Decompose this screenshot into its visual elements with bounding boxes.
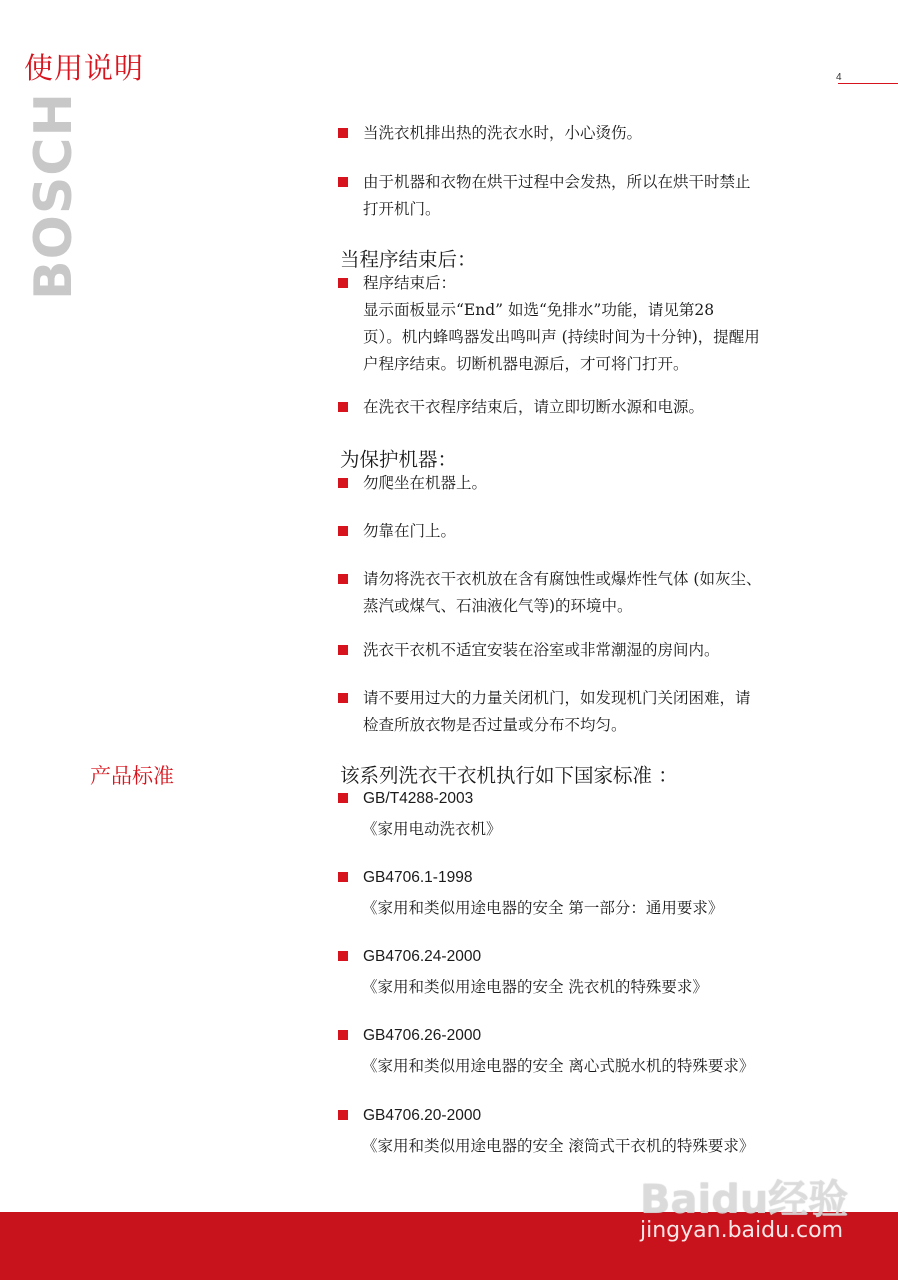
section-label-product-standard: 产品标准 (90, 764, 174, 788)
header-rule (838, 83, 898, 84)
bullet-square-icon (338, 1030, 348, 1040)
list-item: 由于机器和衣物在烘干过程中会发热，所以在烘干时禁止 打开机门。 (338, 169, 838, 223)
section-heading-after-program: 当程序结束后： (340, 248, 477, 271)
bullet-square-icon (338, 951, 348, 961)
bullet-square-icon (338, 872, 348, 882)
bullet-square-icon (338, 402, 348, 412)
section-heading-standards: 该系列洗衣干衣机执行如下国家标准 ： (340, 764, 678, 787)
bullet-square-icon (338, 693, 348, 703)
standard-item: GB4706.24-2000 《家用和类似用途电器的安全 洗衣机的特殊要求》 (338, 943, 838, 970)
bullet-square-icon (338, 278, 348, 288)
bullet-square-icon (338, 526, 348, 536)
list-item: 当洗衣机排出热的洗衣水时，小心烫伤。 (338, 120, 838, 147)
list-item: 洗衣干衣机不适宜安装在浴室或非常潮湿的房间内。 (338, 637, 838, 664)
list-item: 勿爬坐在机器上。 (338, 470, 838, 497)
page-number: 4 (836, 72, 842, 83)
list-item: 程序结束后： 显示面板显示“End” 如选“免排水”功能，请见第28 页）。机内蜂鸣器发出鸣叫声 (持续时间为十分钟)，提醒用 户程序结束。切断机器电源后，才可将门打开。 (338, 270, 838, 378)
page-header-title: 使用说明 (24, 51, 145, 85)
bullet-square-icon (338, 177, 348, 187)
brand-logo-vertical: BOSCH (24, 92, 84, 300)
list-item: 请不要用过大的力量关闭机门，如发现机门关闭困难，请 检查所放衣物是否过量或分布不均匀。 (338, 685, 838, 739)
bullet-square-icon (338, 128, 348, 138)
list-item: 请勿将洗衣干衣机放在含有腐蚀性或爆炸性气体 (如灰尘、 蒸汽或煤气、石油液化气等)的环境中。 (338, 566, 838, 620)
section-heading-protect: 为保护机器： (340, 448, 458, 471)
bullet-square-icon (338, 478, 348, 488)
bullet-square-icon (338, 1110, 348, 1120)
list-item: 在洗衣干衣程序结束后，请立即切断水源和电源。 (338, 394, 838, 421)
standard-item: GB/T4288-2003 《家用电动洗衣机》 (338, 785, 838, 812)
list-item: 勿靠在门上。 (338, 518, 838, 545)
standard-item: GB4706.1-1998 《家用和类似用途电器的安全 第一部分：通用要求》 (338, 864, 838, 891)
standard-item: GB4706.26-2000 《家用和类似用途电器的安全 离心式脱水机的特殊要求》 (338, 1022, 838, 1049)
watermark-brand: Baidu经验 (640, 1177, 849, 1223)
bullet-square-icon (338, 793, 348, 803)
watermark-url: jingyan.baidu.com (640, 1218, 844, 1243)
bullet-square-icon (338, 574, 348, 584)
bullet-square-icon (338, 645, 348, 655)
standard-item: GB4706.20-2000 《家用和类似用途电器的安全 滚筒式干衣机的特殊要求》 (338, 1102, 838, 1129)
